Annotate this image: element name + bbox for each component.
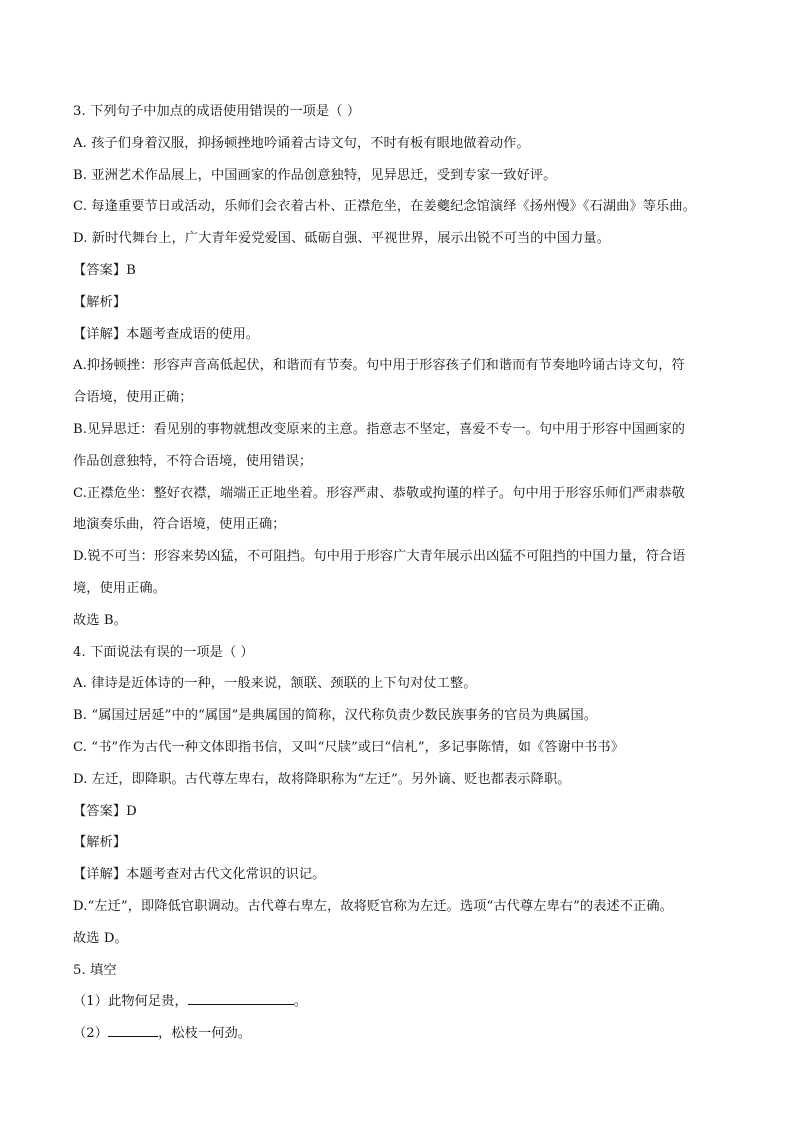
question-4-stem: 4. 下面说法有误的一项是（ ） <box>73 644 254 660</box>
fill-blank[interactable] <box>108 1022 158 1037</box>
question-3-option-a: A. 孩子们身着汉服，抑扬顿挫地吟诵着古诗文句，不时有板有眼地做着动作。 <box>73 135 530 151</box>
explanation-a-line-1: A.抑扬顿挫：形容声音高低起伏，和谐而有节奏。句中用于形容孩子们和谐而有节奏地吟诵古诗文句，符 <box>73 358 685 374</box>
explanation-c-line-2: 地演奏乐曲，符合语境，使用正确； <box>73 517 286 533</box>
fill-item-suffix: ，松枝一何劲。 <box>158 1026 252 1042</box>
explanation-d-line-2: 境，使用正确。 <box>73 580 167 596</box>
question-4-explanation: D.“左迁”，即降低官职调动。古代尊右卑左，故将贬官称为左迁。选项“古代尊左卑右”的表述不正确。 <box>73 898 673 914</box>
question-3-conclusion: 故选 B。 <box>73 612 127 628</box>
explanation-b-line-2: 作品创意独特，不符合语境，使用错误； <box>73 453 313 469</box>
fill-item-prefix: （2） <box>73 1026 109 1042</box>
question-3-option-c: C. 每逢重要节日或活动，乐师们会衣着古朴、正襟危坐，在姜夔纪念馆演绎《扬州慢》《石湖曲》等乐曲。 <box>73 199 696 215</box>
fill-blank[interactable] <box>188 990 294 1005</box>
question-4-conclusion: 故选 D。 <box>73 930 128 946</box>
answer-value: B <box>126 262 136 278</box>
detail-text: 本题考查对古代文化常识的识记。 <box>126 867 326 883</box>
question-4-option-d: D. 左迁，即降职。古代尊左卑右，故将降职称为“左迁”。另外谪、贬也都表示降职。 <box>73 771 571 787</box>
question-3-detail <box>73 319 733 351</box>
fill-item-suffix: 。 <box>293 994 308 1010</box>
explanation-b-line-1: B.见异思迁：看见别的事物就想改变原来的主意。指意志不坚定，喜爱不专一。句中用于形容中国画家的 <box>73 421 686 437</box>
question-4-option-a: A. 律诗是近体诗的一种，一般来说，颔联、颈联的上下句对仗工整。 <box>73 676 477 692</box>
question-3-option-d: D. 新时代舞台上，广大青年爱党爱国、砥砺自强、平视世界，展示出锐不可当的中国力量。 <box>73 231 610 247</box>
question-4-option-b: B. “属国过居延”中的“属国”是典属国的简称，汉代称负责少数民族事务的官员为典属国。 <box>73 708 598 724</box>
question-3-stem: 3. 下列句子中加点的成语使用错误的一项是（ ） <box>73 104 361 119</box>
answer-tag: 【答案】 <box>73 262 127 278</box>
detail-tag: 【详解】 <box>73 326 127 342</box>
answer-value: D <box>126 803 137 819</box>
document-page <box>73 96 733 1050</box>
detail-text: 本题考查成语的使用。 <box>126 326 260 342</box>
question-4-answer <box>73 796 733 828</box>
question-3-option-b: B. 亚洲艺术作品展上，中国画家的作品创意独特，见异思迁，受到专家一致好评。 <box>73 167 557 183</box>
question-4-detail <box>73 859 733 891</box>
explanation-c-line-1: C.正襟危坐：整好衣襟，端端正正地坐着。形容严肃、恭敬或拘谨的样子。句中用于形容乐师们严肃恭敬 <box>73 485 685 501</box>
question-5-stem: 5. 填空 <box>73 962 117 978</box>
question-3-analysis-tag: 【解析】 <box>73 294 127 310</box>
answer-tag: 【答案】 <box>73 803 127 819</box>
detail-tag: 【详解】 <box>73 867 127 883</box>
fill-item-prefix: （1）此物何足贵， <box>73 994 188 1010</box>
fill-item-2 <box>73 1018 733 1050</box>
fill-item-1 <box>73 986 733 1018</box>
explanation-d-line-1: D.锐不可当：形容来势凶猛，不可阻挡。句中用于形容广大青年展示出凶猛不可阻挡的中国力量，符合语 <box>73 549 686 565</box>
explanation-a-line-2: 合语境，使用正确； <box>73 390 193 406</box>
question-4-option-c: C. “书”作为古代一种文体即指书信，又叫“尺牍”或曰“信札”，多记事陈情，如《答谢中书书》 <box>73 739 624 755</box>
question-3-answer <box>73 255 733 287</box>
question-4-analysis-tag: 【解析】 <box>73 835 127 851</box>
